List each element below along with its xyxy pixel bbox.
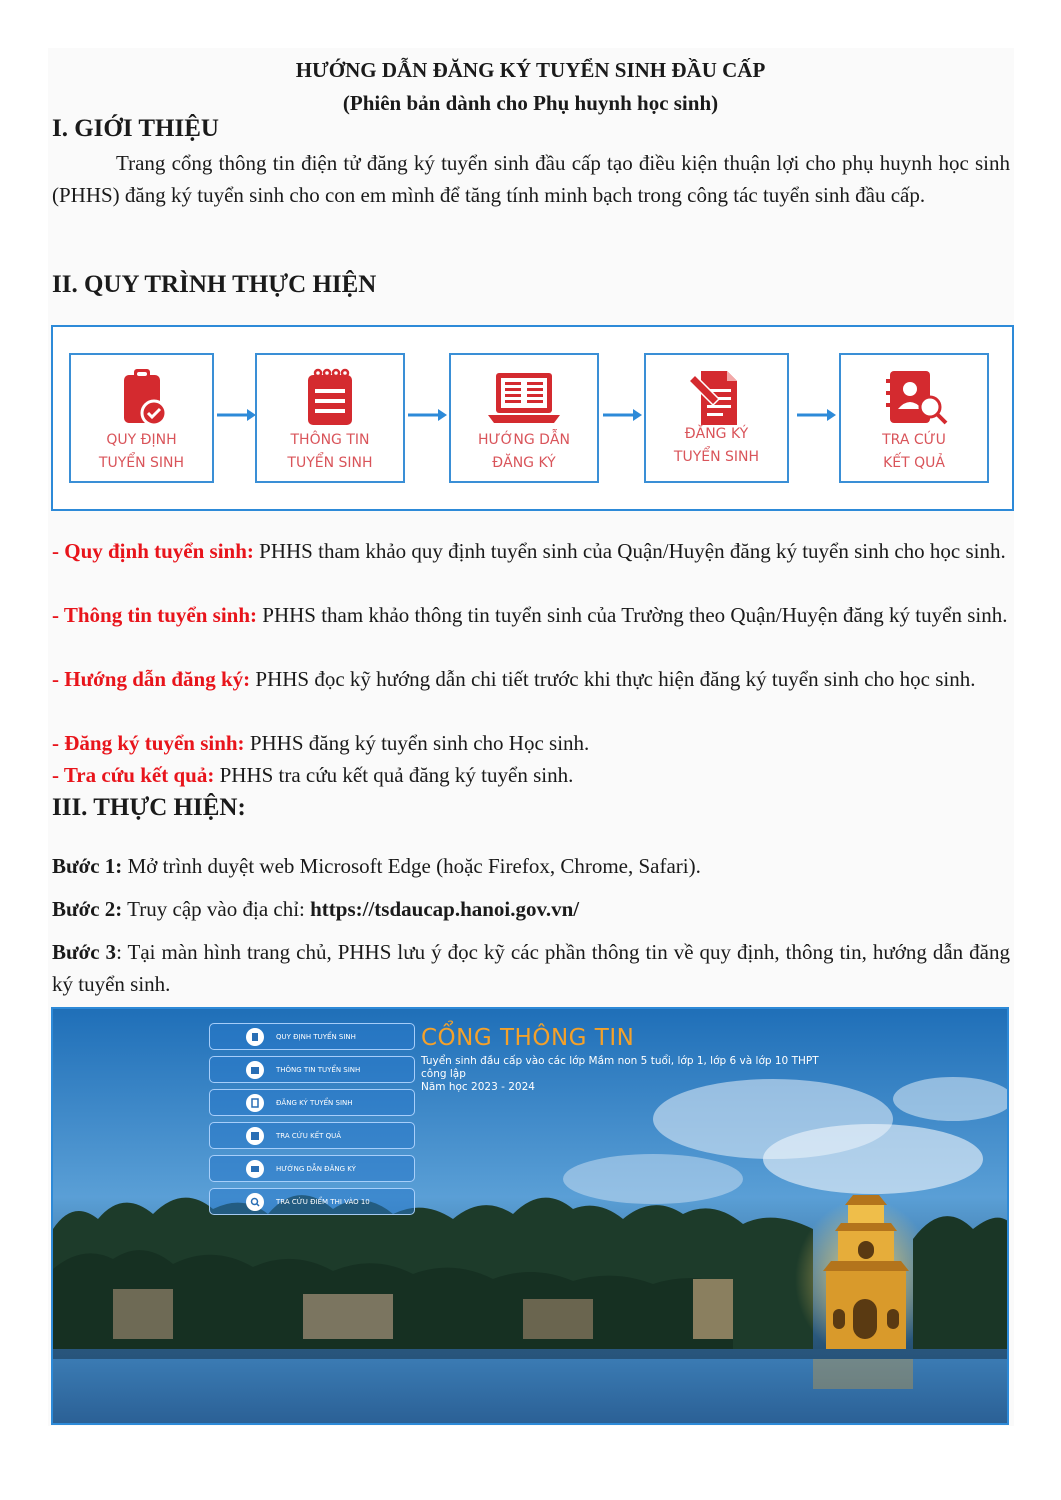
step-2-text: Bước 2: Truy cập vào địa chỉ: https://tsdaucap.hanoi.gov.vn/ — [52, 897, 580, 921]
laptop-document-icon — [451, 367, 597, 429]
portal-menu-tra-cuu[interactable]: TRA CỨU KẾT QUẢ — [209, 1122, 415, 1149]
form-icon — [246, 1094, 264, 1112]
portal-menu-dang-ky[interactable]: ĐĂNG KÝ TUYỂN SINH — [209, 1089, 415, 1116]
section-2-heading: II. QUY TRÌNH THỰC HIỆN — [52, 271, 377, 298]
portal-title: CỔNG THÔNG TIN — [421, 1025, 635, 1051]
flow-step-label: THÔNG TIN TUYỂN SINH — [287, 432, 373, 471]
flow-step-label: TRA CỨU KẾT QUẢ — [882, 432, 946, 471]
portal-menu-huong-dan[interactable]: HƯỚNG DẪN ĐĂNG KÝ — [209, 1155, 415, 1182]
section-3-heading: III. THỰC HIỆN: — [52, 794, 246, 821]
result-icon — [246, 1127, 264, 1145]
process-flow-diagram — [51, 325, 1014, 511]
flow-arrow-icon — [408, 407, 448, 423]
portal-menu-quy-dinh[interactable]: QUY ĐỊNH TUYỂN SINH — [209, 1023, 415, 1050]
portal-menu-diem-thi[interactable]: TRA CỨU ĐIỂM THI VÀO 10 — [209, 1188, 415, 1215]
flow-step-thong-tin — [255, 353, 405, 483]
flow-step-tra-cuu — [839, 353, 989, 483]
guide-icon — [246, 1160, 264, 1178]
portal-subtitle: Tuyển sinh đầu cấp vào các lớp Mầm non 5 tuổi, lớp 1, lớp 6 và lớp 10 THPT công lập Năm học 2023 - 2024 — [421, 1055, 819, 1093]
notepad-icon — [257, 367, 403, 429]
search-icon — [246, 1193, 264, 1211]
step-1-text: Bước 1: Mở trình duyệt web Microsoft Edge (hoặc Firefox, Chrome, Safari). — [52, 854, 701, 878]
flow-step-label: HƯỚNG DẪN ĐĂNG KÝ — [478, 432, 570, 471]
flow-step-label: ĐĂNG KÝ TUYỂN SINH — [673, 426, 760, 465]
flow-step-quy-dinh — [69, 353, 214, 483]
section-1-body: Trang cổng thông tin điện tử đăng ký tuyển sinh đầu cấp tạo điều kiện thuận lợi cho phụ huynh học sinh (PHHS) đăng ký tuyển sinh cho con em mình để tăng tính minh bạch trong công tác tuyển sinh đầu cấp. — [52, 151, 1010, 207]
flow-arrow-icon — [797, 407, 837, 423]
flow-step-label: QUY ĐỊNH TUYỂN SINH — [98, 432, 185, 471]
document-subtitle: (Phiên bản dành cho Phụ huynh học sinh) — [342, 91, 719, 115]
clipboard-check-icon — [71, 367, 212, 429]
clipboard-icon — [246, 1028, 264, 1046]
form-pen-icon — [646, 367, 787, 429]
portal-menu-thong-tin[interactable]: THÔNG TIN TUYỂN SINH — [209, 1056, 415, 1083]
flow-arrow-icon — [603, 407, 643, 423]
step-3-text: Bước 3: Tại màn hình trang chủ, PHHS lưu ý đọc kỹ các phần thông tin về quy định, thông tin, hướng dẫn đăng ký tuyển sinh. — [52, 940, 1010, 996]
notepad-icon — [246, 1061, 264, 1079]
portal-homepage-screenshot — [51, 1007, 1009, 1425]
note-tra-cuu: - Tra cứu kết quả: PHHS tra cứu kết quả đăng ký tuyển sinh. — [52, 763, 574, 787]
contact-search-icon — [841, 367, 987, 429]
flow-arrow-icon — [217, 407, 257, 423]
flow-step-huong-dan — [449, 353, 599, 483]
document-title: HƯỚNG DẪN ĐĂNG KÝ TUYỂN SINH ĐẦU CẤP — [295, 58, 766, 82]
note-dang-ky: - Đăng ký tuyển sinh: PHHS đăng ký tuyển sinh cho Học sinh. — [52, 731, 590, 755]
note-huong-dan: - Hướng dẫn đăng ký: PHHS đọc kỹ hướng dẫn chi tiết trước khi thực hiện đăng ký tuyển sinh cho học sinh. — [52, 667, 976, 691]
portal-url-link[interactable]: https://tsdaucap.hanoi.gov.vn/ — [310, 897, 580, 921]
note-quy-dinh: - Quy định tuyển sinh: PHHS tham khảo quy định tuyển sinh của Quận/Huyện đăng ký tuyển sinh cho học sinh. — [52, 539, 1006, 563]
section-1-heading: I. GIỚI THIỆU — [52, 115, 219, 142]
flow-step-dang-ky — [644, 353, 789, 483]
note-thong-tin: - Thông tin tuyển sinh: PHHS tham khảo thông tin tuyển sinh của Trường theo Quận/Huyện đăng ký tuyển sinh. — [52, 603, 1008, 627]
